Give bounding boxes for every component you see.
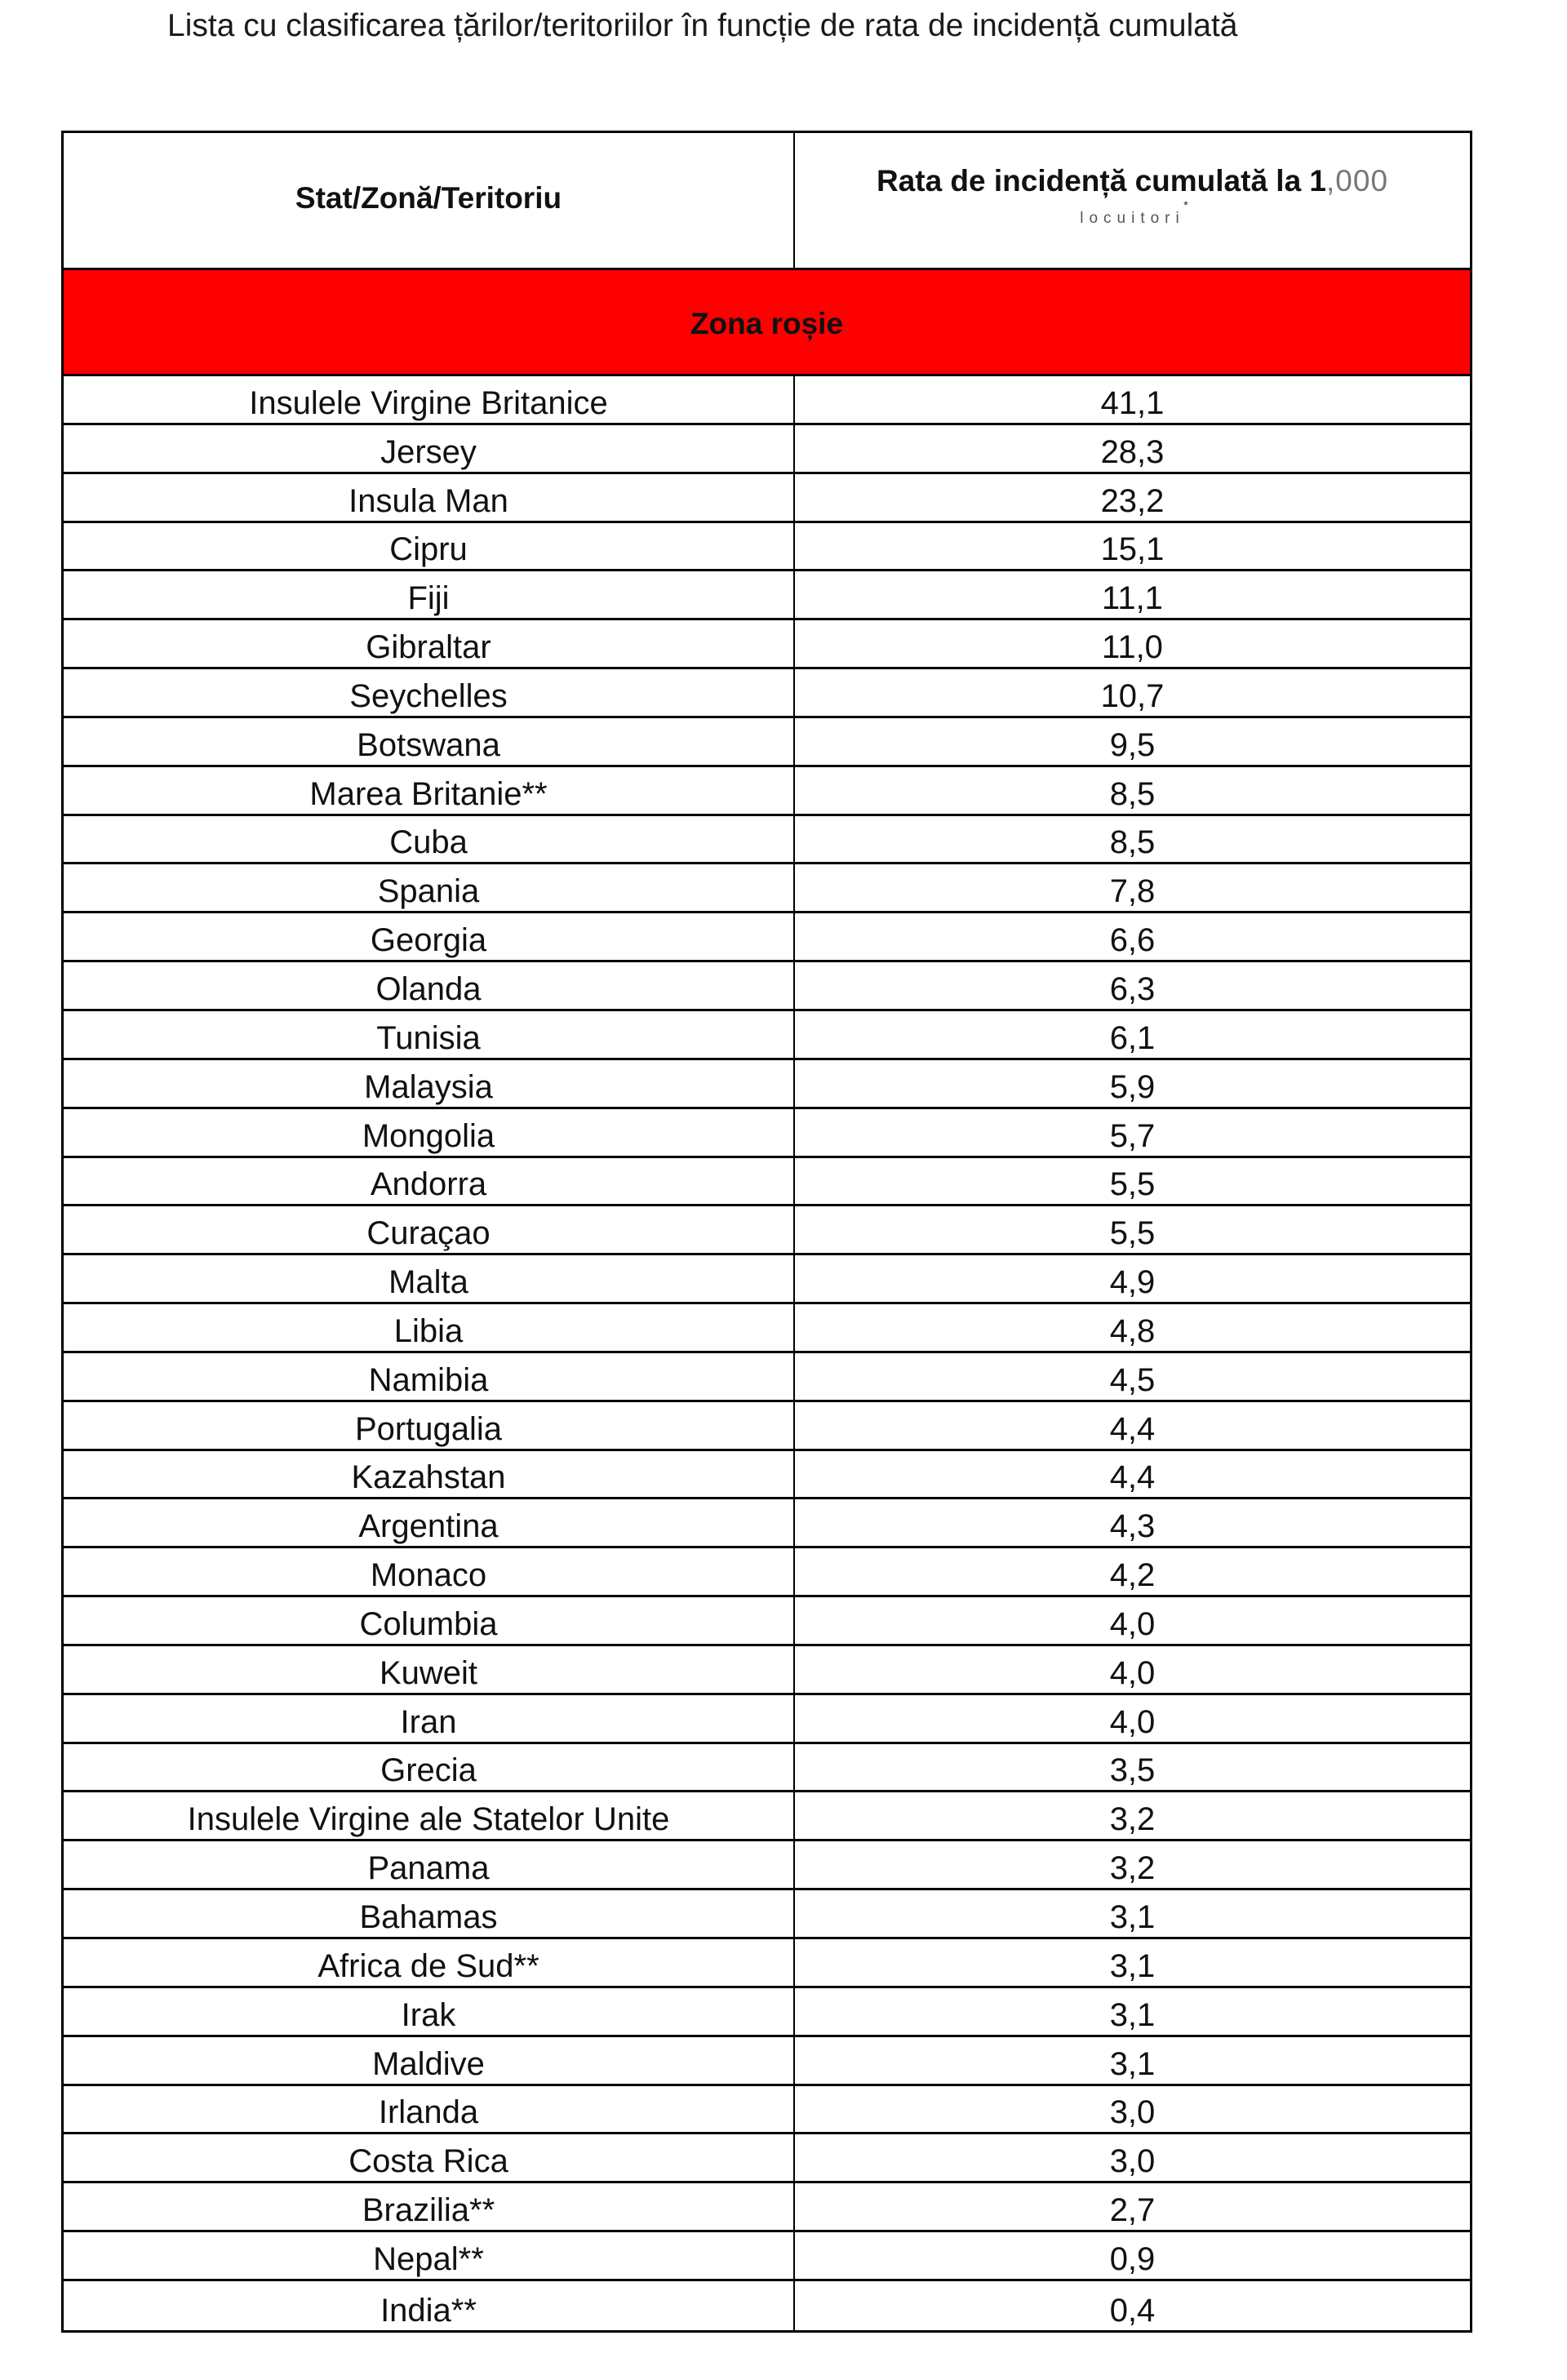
country-cell: Tunisia — [64, 1011, 795, 1058]
country-cell: Irak — [64, 1988, 795, 2035]
zone-red-band: Zona roșie — [64, 270, 1470, 376]
country-cell: Namibia — [64, 1353, 795, 1400]
country-cell: Kazahstan — [64, 1451, 795, 1498]
country-cell: Marea Britanie** — [64, 767, 795, 814]
rate-cell: 4,8 — [1109, 1312, 1156, 1349]
country-cell: India** — [64, 2281, 795, 2330]
table-row — [64, 523, 1470, 572]
country-cell: Botswana — [64, 718, 795, 765]
rate-cell: 4,5 — [1109, 1361, 1156, 1398]
rate-cell: 6,3 — [1109, 970, 1156, 1007]
rate-cell: 0,4 — [1109, 2292, 1156, 2329]
rate-cell: 8,5 — [1109, 824, 1156, 861]
country-cell: Libia — [64, 1304, 795, 1351]
table-row — [64, 1158, 1470, 1207]
rate-cell: 11,1 — [1102, 580, 1163, 617]
rate-cell: 6,6 — [1109, 922, 1156, 959]
rate-cell: 4,0 — [1109, 1654, 1156, 1691]
rate-cell: 5,7 — [1109, 1117, 1156, 1154]
table-row — [64, 1841, 1470, 1890]
table-header-row — [64, 133, 1470, 270]
table-row — [64, 767, 1470, 816]
country-cell: Bahamas — [64, 1890, 795, 1937]
table-row — [64, 571, 1470, 620]
country-cell: Portugalia — [64, 1402, 795, 1449]
header-rate-main: Rata de incidență cumulată la 1 — [876, 163, 1327, 198]
rate-cell: 4,2 — [1109, 1557, 1156, 1594]
country-cell: Nepal** — [64, 2232, 795, 2279]
country-cell: Curaçao — [64, 1206, 795, 1253]
country-cell: Insula Man — [64, 474, 795, 521]
header-rate — [795, 133, 1470, 268]
rate-cell: 5,5 — [1109, 1166, 1156, 1203]
document-title: Lista cu clasificarea țărilor/teritoriilor în funcție de rata de incidență cumulată — [167, 8, 1238, 43]
rate-cell: 4,0 — [1109, 1703, 1156, 1740]
header-rate-unit-text: locuitori — [1080, 209, 1185, 227]
rate-cell: 4,0 — [1109, 1605, 1156, 1642]
country-cell: Panama — [64, 1841, 795, 1888]
header-rate-number-suffix: ,000 — [1326, 163, 1389, 198]
table-row — [64, 425, 1470, 474]
rate-cell: 2,7 — [1109, 2192, 1156, 2229]
table-row — [64, 864, 1470, 913]
rate-cell: 3,0 — [1109, 2143, 1156, 2180]
table-row — [64, 1060, 1470, 1109]
table-body — [64, 376, 1470, 2330]
country-cell: Fiji — [64, 571, 795, 618]
country-cell: Columbia — [64, 1597, 795, 1644]
table-row — [64, 1548, 1470, 1597]
table-row — [64, 2232, 1470, 2281]
table-row — [64, 2037, 1470, 2086]
country-cell: Andorra — [64, 1158, 795, 1205]
country-cell: Georgia — [64, 913, 795, 960]
rate-cell: 7,8 — [1109, 873, 1156, 910]
footnote-mark: * — [1183, 198, 1188, 211]
table-row — [64, 1255, 1470, 1304]
country-cell: Jersey — [64, 425, 795, 472]
country-cell: Brazilia** — [64, 2183, 795, 2230]
table-row — [64, 1353, 1470, 1402]
country-cell: Irlanda — [64, 2086, 795, 2133]
country-cell: Monaco — [64, 1548, 795, 1595]
rate-cell: 0,9 — [1109, 2240, 1156, 2277]
country-cell: Seychelles — [64, 669, 795, 716]
table-row — [64, 1988, 1470, 2037]
table-row — [64, 1011, 1470, 1060]
country-cell: Maldive — [64, 2037, 795, 2084]
rate-cell: 41,1 — [1100, 384, 1165, 421]
rate-cell: 9,5 — [1109, 726, 1156, 763]
rate-cell: 3,2 — [1109, 1801, 1156, 1838]
table-row — [64, 1499, 1470, 1548]
table-row — [64, 1646, 1470, 1695]
country-cell: Cuba — [64, 816, 795, 863]
table-row — [64, 1744, 1470, 1793]
country-cell: Iran — [64, 1695, 795, 1742]
table-row — [64, 474, 1470, 523]
table-row — [64, 816, 1470, 865]
country-cell: Spania — [64, 864, 795, 911]
table-row — [64, 669, 1470, 718]
rate-cell: 15,1 — [1100, 531, 1165, 568]
table-row — [64, 2281, 1470, 2330]
header-country: Stat/Zonă/Teritoriu — [64, 133, 795, 268]
table-row — [64, 1451, 1470, 1500]
country-cell: Malaysia — [64, 1060, 795, 1107]
country-cell: Grecia — [64, 1744, 795, 1791]
table-row — [64, 962, 1470, 1011]
rate-cell: 4,9 — [1109, 1264, 1156, 1301]
rate-cell: 4,4 — [1109, 1459, 1156, 1496]
incidence-table — [61, 131, 1472, 2333]
country-cell: Insulele Virgine Britanice — [64, 376, 795, 423]
country-cell: Costa Rica — [64, 2134, 795, 2181]
country-cell: Africa de Sud** — [64, 1939, 795, 1986]
table-row — [64, 1304, 1470, 1353]
table-row — [64, 913, 1470, 962]
rate-cell: 3,5 — [1109, 1752, 1156, 1789]
table-row — [64, 1890, 1470, 1939]
rate-cell: 3,2 — [1109, 1850, 1156, 1887]
rate-cell: 6,1 — [1109, 1019, 1156, 1056]
header-rate-title — [877, 164, 1388, 198]
table-row — [64, 1939, 1470, 1988]
country-cell: Kuweit — [64, 1646, 795, 1693]
country-cell: Mongolia — [64, 1109, 795, 1156]
table-row — [64, 1695, 1470, 1744]
rate-cell: 28,3 — [1100, 433, 1165, 470]
table-row — [64, 1206, 1470, 1255]
country-cell: Insulele Virgine ale Statelor Unite — [64, 1792, 795, 1839]
rate-cell: 10,7 — [1100, 677, 1165, 714]
rate-cell: 23,2 — [1100, 482, 1165, 519]
rate-cell: 11,0 — [1102, 629, 1163, 666]
rate-cell: 3,1 — [1109, 1947, 1156, 1984]
country-cell: Argentina — [64, 1499, 795, 1546]
table-row — [64, 620, 1470, 669]
rate-cell: 4,3 — [1109, 1508, 1156, 1545]
table-row — [64, 1402, 1470, 1451]
table-row — [64, 2183, 1470, 2232]
rate-cell: 3,1 — [1109, 2045, 1156, 2082]
table-row — [64, 1109, 1470, 1158]
rate-cell: 5,9 — [1109, 1068, 1156, 1105]
table-row — [64, 2086, 1470, 2135]
table-row — [64, 718, 1470, 767]
rate-cell: 8,5 — [1109, 775, 1156, 812]
country-cell: Gibraltar — [64, 620, 795, 667]
rate-cell: 3,1 — [1109, 1996, 1156, 2033]
rate-cell: 3,0 — [1109, 2094, 1156, 2131]
table-row — [64, 1792, 1470, 1841]
country-cell: Olanda — [64, 962, 795, 1009]
country-cell: Cipru — [64, 523, 795, 570]
header-rate-unit — [1080, 198, 1188, 228]
table-row — [64, 2134, 1470, 2183]
table-row — [64, 1597, 1470, 1646]
table-row — [64, 376, 1470, 425]
rate-cell: 3,1 — [1109, 1899, 1156, 1935]
rate-cell: 5,5 — [1109, 1215, 1156, 1252]
country-cell: Malta — [64, 1255, 795, 1302]
rate-cell: 4,4 — [1109, 1410, 1156, 1447]
